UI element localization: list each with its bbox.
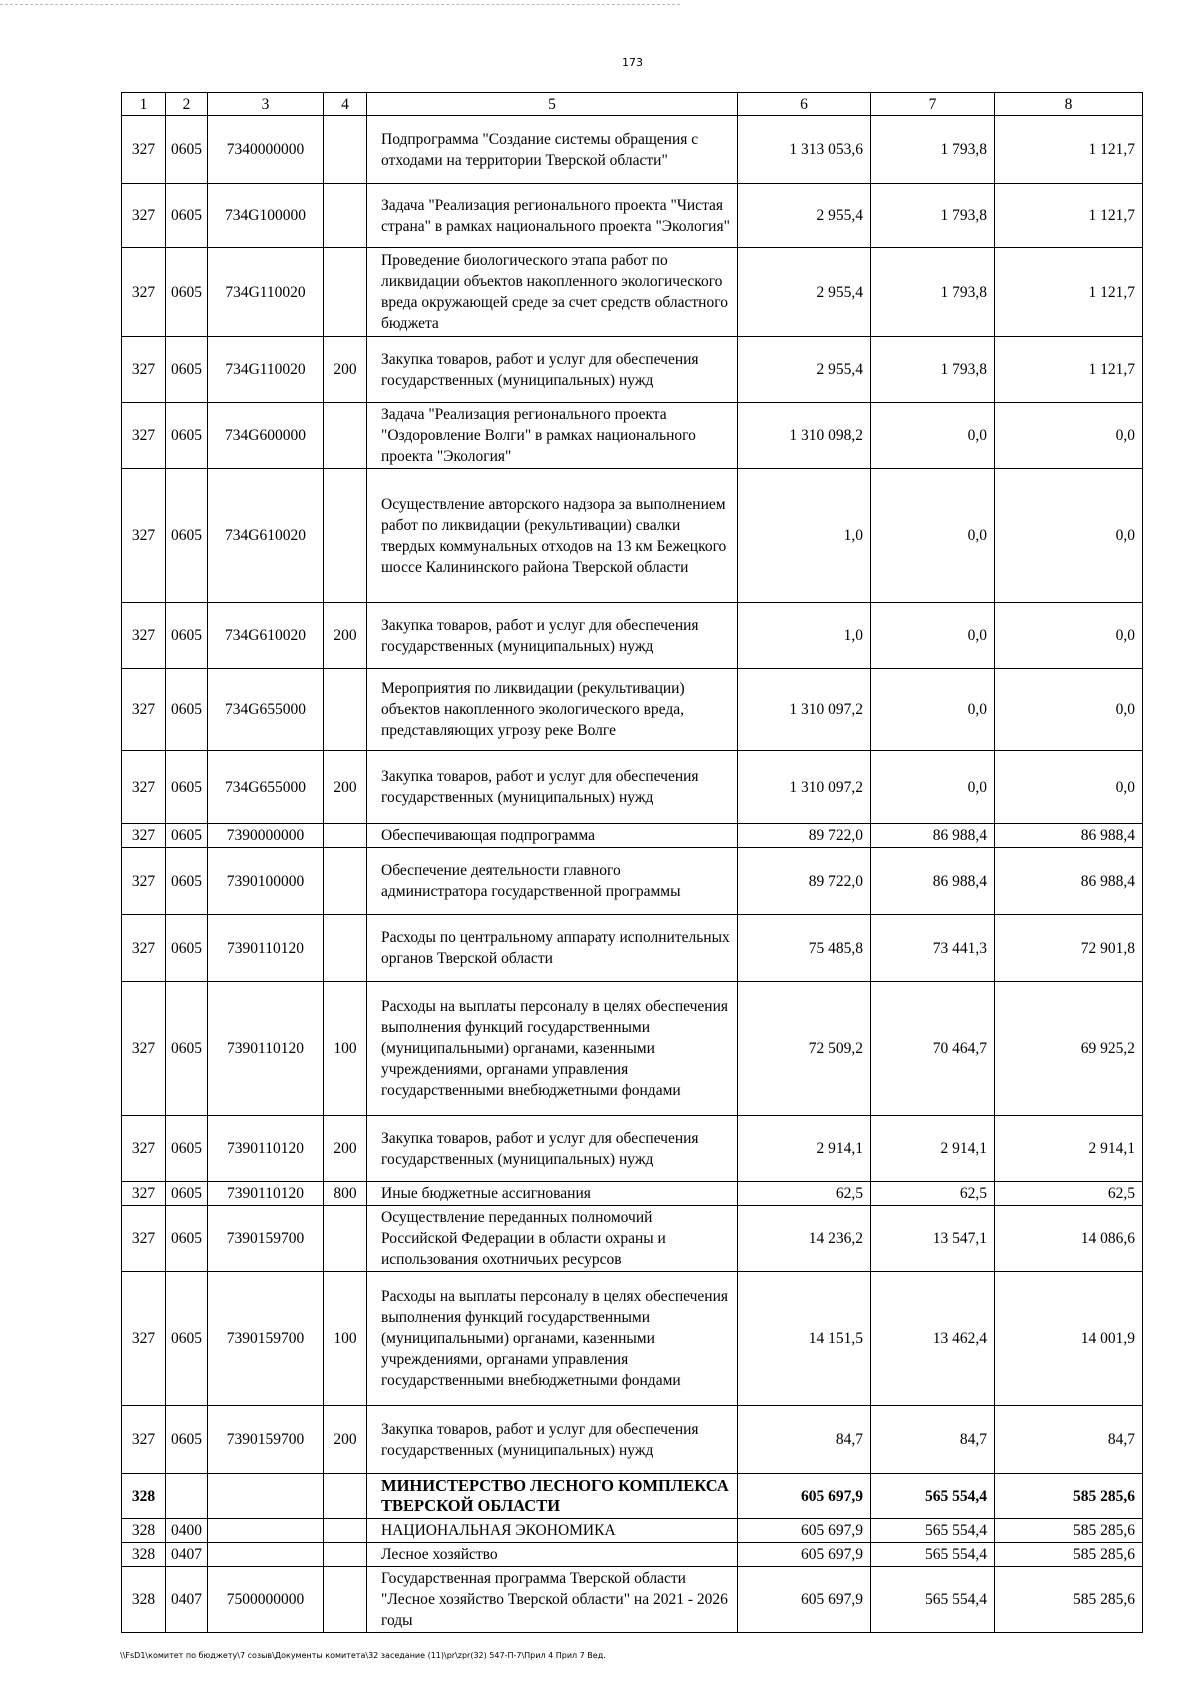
target-article-cell: 7390110120 (208, 915, 324, 982)
column-header-4: 4 (324, 93, 367, 116)
table-row (122, 915, 1143, 982)
description-cell: Лесное хозяйство (367, 1543, 738, 1567)
section-code-cell: 0605 (166, 1116, 208, 1182)
admin-code-cell: 328 (122, 1474, 166, 1519)
table-row (122, 1519, 1143, 1543)
section-code-cell: 0605 (166, 915, 208, 982)
description-cell: Расходы по центральному аппарату исполнительных органов Тверской области (367, 915, 738, 982)
amount-year3-cell: 0,0 (995, 751, 1143, 824)
amount-year2-cell: 0,0 (871, 603, 995, 669)
amount-year1-cell: 605 697,9 (738, 1474, 871, 1519)
admin-code-cell: 327 (122, 248, 166, 337)
amount-year1-cell: 1 310 097,2 (738, 751, 871, 824)
expense-type-cell: 100 (324, 1272, 367, 1406)
amount-year3-cell: 0,0 (995, 469, 1143, 603)
target-article-cell: 7500000000 (208, 1567, 324, 1633)
target-article-cell: 734G610020 (208, 603, 324, 669)
admin-code-cell: 327 (122, 751, 166, 824)
expense-type-cell (324, 1543, 367, 1567)
footer-file-path: \\FsD1\комитет по бюджету\7 созыв\Документы комитета\32 заседание (11)\pr\zpr(32) 547-П-7\Прил 4 Прил 7 Вед. (120, 1651, 606, 1660)
amount-year2-cell: 84,7 (871, 1406, 995, 1474)
target-article-cell: 7390110120 (208, 1116, 324, 1182)
admin-code-cell: 328 (122, 1543, 166, 1567)
amount-year2-cell: 13 547,1 (871, 1206, 995, 1272)
amount-year3-cell: 69 925,2 (995, 982, 1143, 1116)
section-code-cell: 0605 (166, 982, 208, 1116)
column-header-2: 2 (166, 93, 208, 116)
expense-type-cell: 100 (324, 982, 367, 1116)
amount-year2-cell: 62,5 (871, 1182, 995, 1206)
section-code-cell: 0407 (166, 1543, 208, 1567)
table-row (122, 982, 1143, 1116)
amount-year3-cell: 585 285,6 (995, 1519, 1143, 1543)
table-row (122, 1272, 1143, 1406)
amount-year1-cell: 84,7 (738, 1406, 871, 1474)
amount-year3-cell: 62,5 (995, 1182, 1143, 1206)
column-header-7: 7 (871, 93, 995, 116)
expense-type-cell (324, 469, 367, 603)
description-cell: Расходы на выплаты персоналу в целях обеспечения выполнения функций государственными (муниципальными) органами, казенными учреждениями, органами управления государственными внебюджетными фондами (367, 982, 738, 1116)
amount-year1-cell: 605 697,9 (738, 1519, 871, 1543)
column-header-1: 1 (122, 93, 166, 116)
amount-year2-cell: 565 554,4 (871, 1474, 995, 1519)
table-row (122, 403, 1143, 469)
description-cell: Обеспечение деятельности главного администратора государственной программы (367, 848, 738, 915)
section-code-cell: 0605 (166, 184, 208, 248)
description-cell: Закупка товаров, работ и услуг для обеспечения государственных (муниципальных) нужд (367, 751, 738, 824)
amount-year3-cell: 0,0 (995, 669, 1143, 751)
table-row (122, 337, 1143, 403)
expense-type-cell (324, 915, 367, 982)
target-article-cell: 734G655000 (208, 669, 324, 751)
amount-year1-cell: 2 914,1 (738, 1116, 871, 1182)
section-code-cell: 0605 (166, 116, 208, 184)
page-number: 173 (622, 56, 643, 69)
amount-year2-cell: 1 793,8 (871, 116, 995, 184)
amount-year3-cell: 14 001,9 (995, 1272, 1143, 1406)
target-article-cell (208, 1474, 324, 1519)
table-row (122, 1182, 1143, 1206)
amount-year1-cell: 2 955,4 (738, 248, 871, 337)
section-code-cell: 0605 (166, 751, 208, 824)
table-row (122, 469, 1143, 603)
description-cell: Задача "Реализация регионального проекта "Чистая страна" в рамках национального проекта "Экология" (367, 184, 738, 248)
expense-type-cell (324, 116, 367, 184)
description-cell: Осуществление переданных полномочий Российской Федерации в области охраны и использования охотничьих ресурсов (367, 1206, 738, 1272)
amount-year2-cell: 70 464,7 (871, 982, 995, 1116)
target-article-cell: 734G110020 (208, 337, 324, 403)
admin-code-cell: 327 (122, 1272, 166, 1406)
amount-year1-cell: 75 485,8 (738, 915, 871, 982)
header-row (122, 93, 1143, 116)
admin-code-cell: 327 (122, 403, 166, 469)
admin-code-cell: 327 (122, 982, 166, 1116)
target-article-cell: 7390159700 (208, 1206, 324, 1272)
target-article-cell: 7390110120 (208, 982, 324, 1116)
amount-year2-cell: 0,0 (871, 469, 995, 603)
expense-type-cell (324, 1206, 367, 1272)
amount-year1-cell: 1,0 (738, 469, 871, 603)
amount-year1-cell: 1 310 097,2 (738, 669, 871, 751)
amount-year2-cell: 73 441,3 (871, 915, 995, 982)
column-header-6: 6 (738, 93, 871, 116)
table-row (122, 1567, 1143, 1633)
section-code-cell: 0605 (166, 669, 208, 751)
budget-table (121, 92, 1143, 1633)
amount-year1-cell: 1 310 098,2 (738, 403, 871, 469)
amount-year3-cell: 0,0 (995, 603, 1143, 669)
section-code-cell: 0605 (166, 1406, 208, 1474)
amount-year2-cell: 0,0 (871, 751, 995, 824)
table-row (122, 669, 1143, 751)
section-code-cell: 0605 (166, 248, 208, 337)
target-article-cell: 7390100000 (208, 848, 324, 915)
table-body (122, 116, 1143, 1633)
target-article-cell: 7390000000 (208, 824, 324, 848)
admin-code-cell: 327 (122, 1206, 166, 1272)
expense-type-cell (324, 824, 367, 848)
description-cell: НАЦИОНАЛЬНАЯ ЭКОНОМИКА (367, 1519, 738, 1543)
admin-code-cell: 327 (122, 1406, 166, 1474)
amount-year1-cell: 89 722,0 (738, 824, 871, 848)
description-cell: МИНИСТЕРСТВО ЛЕСНОГО КОМПЛЕКСА ТВЕРСКОЙ ОБЛАСТИ (367, 1474, 738, 1519)
target-article-cell: 734G600000 (208, 403, 324, 469)
description-cell: Иные бюджетные ассигнования (367, 1182, 738, 1206)
expense-type-cell: 200 (324, 751, 367, 824)
expense-type-cell: 200 (324, 337, 367, 403)
amount-year3-cell: 86 988,4 (995, 824, 1143, 848)
section-code-cell: 0605 (166, 337, 208, 403)
target-article-cell (208, 1543, 324, 1567)
expense-type-cell (324, 403, 367, 469)
amount-year2-cell: 565 554,4 (871, 1519, 995, 1543)
amount-year2-cell: 13 462,4 (871, 1272, 995, 1406)
admin-code-cell: 327 (122, 669, 166, 751)
admin-code-cell: 327 (122, 1116, 166, 1182)
amount-year3-cell: 72 901,8 (995, 915, 1143, 982)
admin-code-cell: 327 (122, 915, 166, 982)
target-article-cell (208, 1519, 324, 1543)
target-article-cell: 7340000000 (208, 116, 324, 184)
amount-year1-cell: 605 697,9 (738, 1543, 871, 1567)
amount-year3-cell: 585 285,6 (995, 1474, 1143, 1519)
amount-year1-cell: 1 313 053,6 (738, 116, 871, 184)
target-article-cell: 7390159700 (208, 1406, 324, 1474)
scan-top-line (0, 4, 680, 5)
column-header-8: 8 (995, 93, 1143, 116)
table-row (122, 751, 1143, 824)
amount-year3-cell: 1 121,7 (995, 248, 1143, 337)
description-cell: Закупка товаров, работ и услуг для обеспечения государственных (муниципальных) нужд (367, 1116, 738, 1182)
expense-type-cell (324, 669, 367, 751)
section-code-cell: 0605 (166, 1182, 208, 1206)
amount-year1-cell: 1,0 (738, 603, 871, 669)
expense-type-cell: 200 (324, 1406, 367, 1474)
expense-type-cell (324, 1519, 367, 1543)
description-cell: Закупка товаров, работ и услуг для обеспечения государственных (муниципальных) нужд (367, 603, 738, 669)
table-row (122, 116, 1143, 184)
description-cell: Закупка товаров, работ и услуг для обеспечения государственных (муниципальных) нужд (367, 1406, 738, 1474)
amount-year3-cell: 585 285,6 (995, 1543, 1143, 1567)
amount-year2-cell: 565 554,4 (871, 1567, 995, 1633)
admin-code-cell: 327 (122, 848, 166, 915)
admin-code-cell: 328 (122, 1519, 166, 1543)
target-article-cell: 7390110120 (208, 1182, 324, 1206)
expense-type-cell (324, 184, 367, 248)
description-cell: Расходы на выплаты персоналу в целях обеспечения выполнения функций государственными (муниципальными) органами, казенными учреждениями, органами управления государственными внебюджетными фондами (367, 1272, 738, 1406)
description-cell: Подпрограмма "Создание системы обращения с отходами на территории Тверской области" (367, 116, 738, 184)
admin-code-cell: 327 (122, 1182, 166, 1206)
admin-code-cell: 327 (122, 184, 166, 248)
amount-year2-cell: 86 988,4 (871, 848, 995, 915)
table-row (122, 1206, 1143, 1272)
expense-type-cell: 200 (324, 603, 367, 669)
description-cell: Проведение биологического этапа работ по ликвидации объектов накопленного экологического вреда окружающей среде за счет средств областного бюджета (367, 248, 738, 337)
amount-year1-cell: 62,5 (738, 1182, 871, 1206)
description-cell: Мероприятия по ликвидации (рекультивации) объектов накопленного экологического вреда, представляющих угрозу реке Волге (367, 669, 738, 751)
table-row (122, 1116, 1143, 1182)
table-row (122, 184, 1143, 248)
expense-type-cell: 200 (324, 1116, 367, 1182)
target-article-cell: 734G100000 (208, 184, 324, 248)
section-code-cell: 0605 (166, 469, 208, 603)
section-code-cell: 0605 (166, 824, 208, 848)
amount-year2-cell: 0,0 (871, 669, 995, 751)
expense-type-cell (324, 848, 367, 915)
section-code-cell: 0400 (166, 1519, 208, 1543)
expense-type-cell (324, 248, 367, 337)
amount-year3-cell: 585 285,6 (995, 1567, 1143, 1633)
column-header-3: 3 (208, 93, 324, 116)
amount-year3-cell: 1 121,7 (995, 184, 1143, 248)
target-article-cell: 7390159700 (208, 1272, 324, 1406)
amount-year3-cell: 1 121,7 (995, 116, 1143, 184)
amount-year3-cell: 0,0 (995, 403, 1143, 469)
amount-year1-cell: 2 955,4 (738, 337, 871, 403)
section-code-cell: 0605 (166, 603, 208, 669)
amount-year2-cell: 2 914,1 (871, 1116, 995, 1182)
amount-year2-cell: 1 793,8 (871, 248, 995, 337)
amount-year1-cell: 605 697,9 (738, 1567, 871, 1633)
target-article-cell: 734G655000 (208, 751, 324, 824)
table-row (122, 1543, 1143, 1567)
admin-code-cell: 327 (122, 337, 166, 403)
description-cell: Обеспечивающая подпрограмма (367, 824, 738, 848)
table-row (122, 848, 1143, 915)
description-cell: Осуществление авторского надзора за выполнением работ по ликвидации (рекультивации) свалки твердых коммунальных отходов на 13 км Бежецкого шоссе Калининского района Тверской области (367, 469, 738, 603)
amount-year3-cell: 14 086,6 (995, 1206, 1143, 1272)
table-row (122, 248, 1143, 337)
description-cell: Задача "Реализация регионального проекта "Оздоровление Волги" в рамках национального проекта "Экология" (367, 403, 738, 469)
admin-code-cell: 327 (122, 116, 166, 184)
expense-type-cell (324, 1474, 367, 1519)
column-header-5: 5 (367, 93, 738, 116)
amount-year1-cell: 14 151,5 (738, 1272, 871, 1406)
amount-year3-cell: 86 988,4 (995, 848, 1143, 915)
amount-year3-cell: 1 121,7 (995, 337, 1143, 403)
table-row (122, 1406, 1143, 1474)
table-row (122, 603, 1143, 669)
expense-type-cell: 800 (324, 1182, 367, 1206)
section-code-cell: 0605 (166, 848, 208, 915)
amount-year2-cell: 86 988,4 (871, 824, 995, 848)
admin-code-cell: 327 (122, 469, 166, 603)
section-code-cell: 0407 (166, 1567, 208, 1633)
description-cell: Закупка товаров, работ и услуг для обеспечения государственных (муниципальных) нужд (367, 337, 738, 403)
section-code-cell: 0605 (166, 1206, 208, 1272)
amount-year2-cell: 0,0 (871, 403, 995, 469)
amount-year1-cell: 14 236,2 (738, 1206, 871, 1272)
admin-code-cell: 327 (122, 824, 166, 848)
target-article-cell: 734G610020 (208, 469, 324, 603)
amount-year2-cell: 1 793,8 (871, 337, 995, 403)
expense-type-cell (324, 1567, 367, 1633)
table-row (122, 1474, 1143, 1519)
target-article-cell: 734G110020 (208, 248, 324, 337)
amount-year1-cell: 89 722,0 (738, 848, 871, 915)
description-cell: Государственная программа Тверской области "Лесное хозяйство Тверской области" на 2021 - 2026 годы (367, 1567, 738, 1633)
section-code-cell: 0605 (166, 1272, 208, 1406)
amount-year1-cell: 72 509,2 (738, 982, 871, 1116)
admin-code-cell: 328 (122, 1567, 166, 1633)
amount-year2-cell: 565 554,4 (871, 1543, 995, 1567)
amount-year2-cell: 1 793,8 (871, 184, 995, 248)
section-code-cell (166, 1474, 208, 1519)
amount-year1-cell: 2 955,4 (738, 184, 871, 248)
admin-code-cell: 327 (122, 603, 166, 669)
section-code-cell: 0605 (166, 403, 208, 469)
amount-year3-cell: 2 914,1 (995, 1116, 1143, 1182)
amount-year3-cell: 84,7 (995, 1406, 1143, 1474)
table-row (122, 824, 1143, 848)
